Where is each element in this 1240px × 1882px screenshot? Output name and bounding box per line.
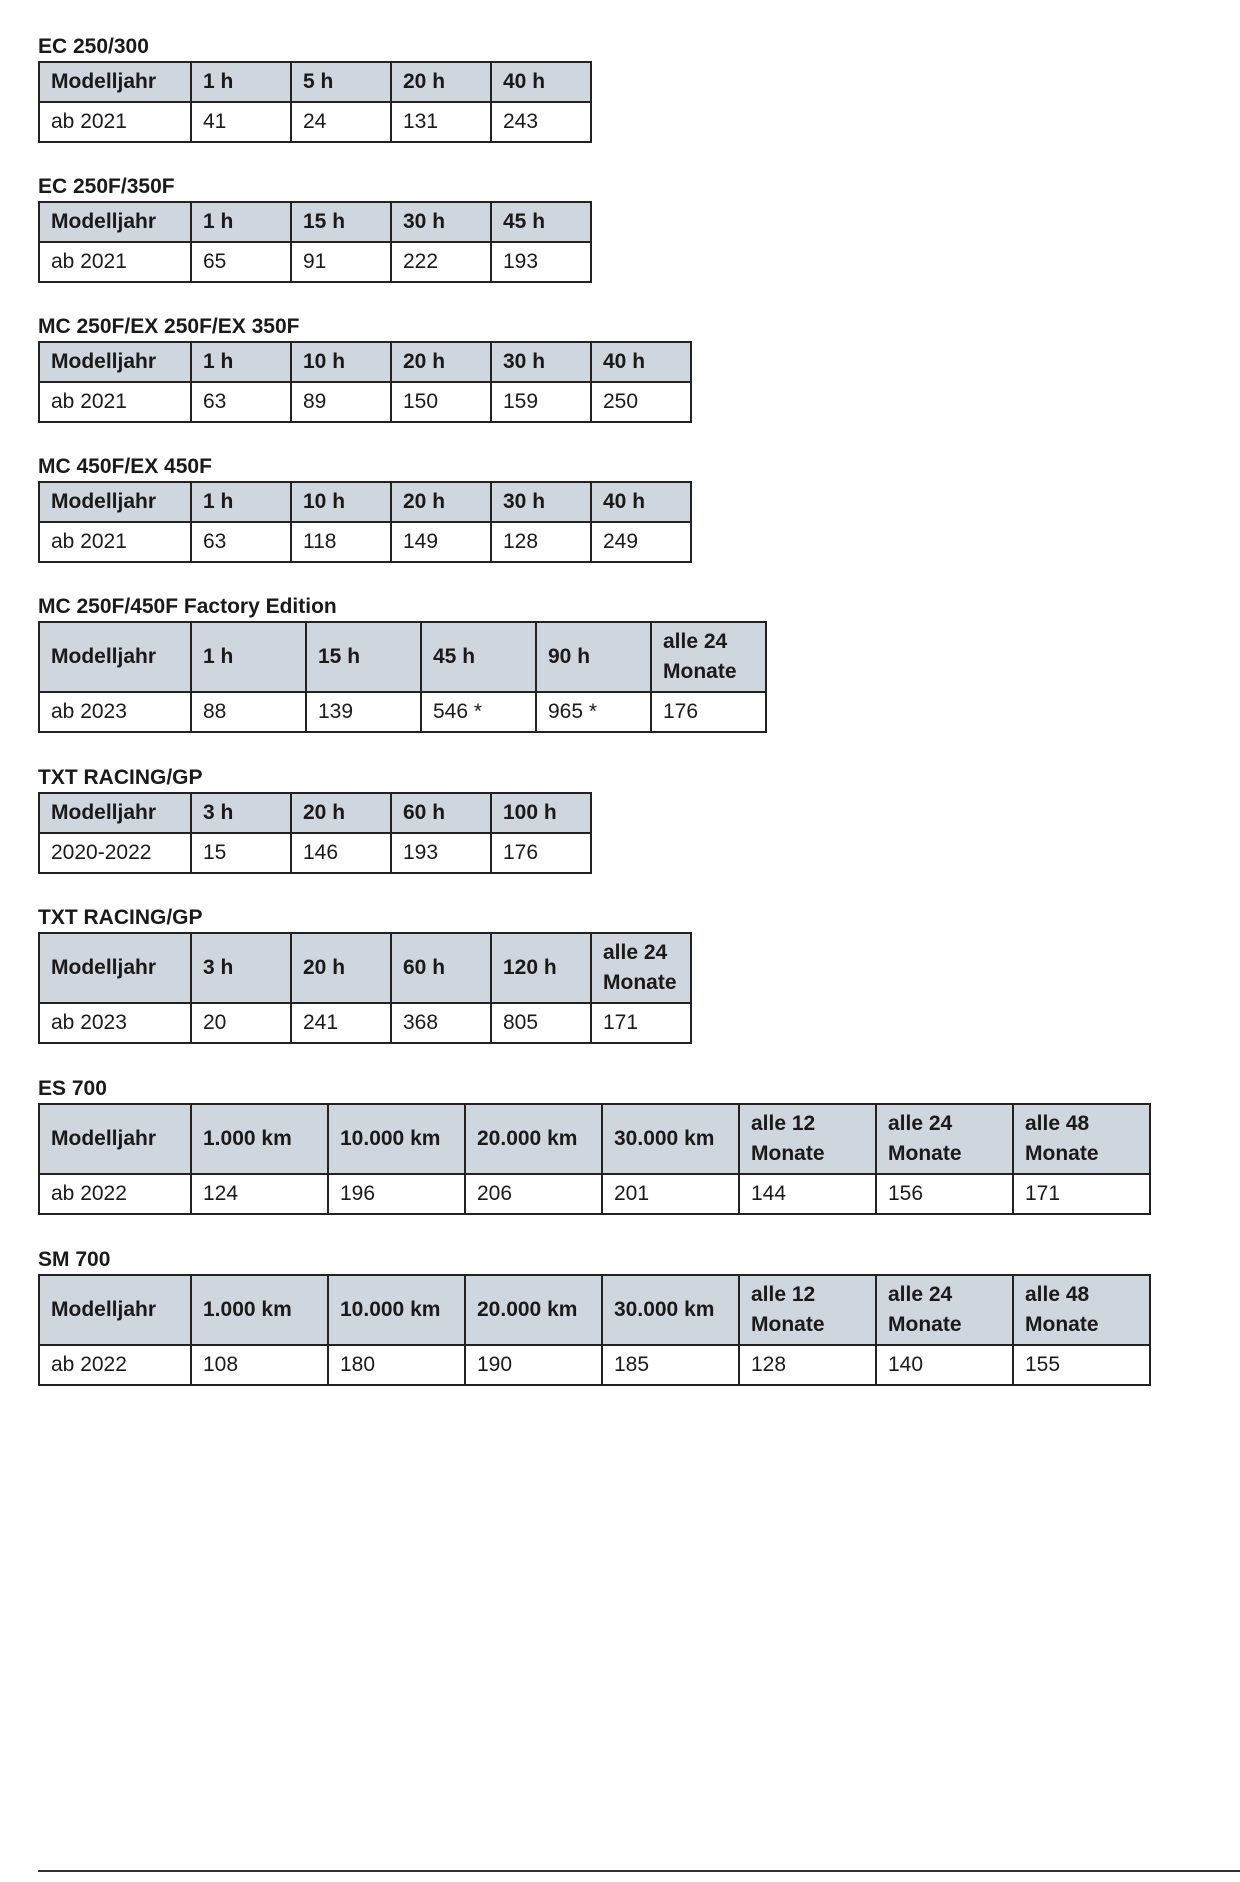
header-cell: 20.000 km	[465, 1275, 602, 1345]
header-cell: 3 h	[191, 933, 291, 1003]
table-cell: 124	[191, 1174, 328, 1214]
table-cell: 171	[1013, 1174, 1150, 1214]
table-cell: 193	[491, 242, 591, 282]
table-cell: ab 2021	[39, 382, 191, 422]
header-row	[39, 622, 766, 692]
header-cell: 30.000 km	[602, 1275, 739, 1345]
table-cell: 368	[391, 1003, 491, 1043]
header-cell: 1 h	[191, 482, 291, 522]
table-row	[39, 692, 766, 732]
table-cell: 201	[602, 1174, 739, 1214]
header-cell: 10.000 km	[328, 1275, 465, 1345]
header-cell: Modelljahr	[39, 933, 191, 1003]
table-cell: ab 2022	[39, 1345, 191, 1385]
table-cell: 41	[191, 102, 291, 142]
header-cell: alle 24 Monate	[876, 1104, 1013, 1174]
service-table	[38, 341, 692, 423]
header-cell: 90 h	[536, 622, 651, 692]
header-cell: Modelljahr	[39, 622, 191, 692]
header-cell: 20 h	[391, 342, 491, 382]
table-cell: 180	[328, 1345, 465, 1385]
header-row	[39, 342, 691, 382]
header-cell: Modelljahr	[39, 793, 191, 833]
table-cell: 805	[491, 1003, 591, 1043]
table-row	[39, 382, 691, 422]
service-table	[38, 621, 767, 733]
section-title: MC 250F/EX 250F/EX 350F	[38, 315, 300, 338]
section-title: MC 450F/EX 450F	[38, 455, 212, 478]
section-title: SM 700	[38, 1248, 111, 1271]
table-cell: 144	[739, 1174, 876, 1214]
table-cell: 546 *	[421, 692, 536, 732]
table-cell: 24	[291, 102, 391, 142]
table-cell: 149	[391, 522, 491, 562]
table-cell: 196	[328, 1174, 465, 1214]
header-row	[39, 933, 691, 1003]
table-cell: 128	[491, 522, 591, 562]
header-cell: 5 h	[291, 62, 391, 102]
section-mc-factory-edition	[38, 593, 767, 733]
header-cell: 1 h	[191, 342, 291, 382]
header-cell: 30 h	[391, 202, 491, 242]
header-cell: 30.000 km	[602, 1104, 739, 1174]
table-row	[39, 1345, 1150, 1385]
table-cell: 89	[291, 382, 391, 422]
table-cell: 20	[191, 1003, 291, 1043]
service-table	[38, 61, 592, 143]
service-table	[38, 481, 692, 563]
table-cell: 150	[391, 382, 491, 422]
section-title: MC 250F/450F Factory Edition	[38, 595, 337, 618]
table-row	[39, 1174, 1150, 1214]
header-cell: 60 h	[391, 793, 491, 833]
table-cell: 128	[739, 1345, 876, 1385]
table-cell: 65	[191, 242, 291, 282]
header-cell: 10 h	[291, 482, 391, 522]
header-cell: alle 48 Monate	[1013, 1275, 1150, 1345]
table-cell: ab 2023	[39, 692, 191, 732]
service-table	[38, 1274, 1151, 1386]
section-title: EC 250F/350F	[38, 175, 175, 198]
header-cell: alle 12 Monate	[739, 1104, 876, 1174]
footer-divider	[38, 1870, 1240, 1872]
service-table	[38, 792, 592, 874]
header-cell: 1 h	[191, 62, 291, 102]
table-cell: ab 2021	[39, 522, 191, 562]
header-cell: 30 h	[491, 342, 591, 382]
table-cell: 63	[191, 382, 291, 422]
header-cell: 15 h	[291, 202, 391, 242]
table-cell: 185	[602, 1345, 739, 1385]
table-cell: 140	[876, 1345, 1013, 1385]
header-cell: 3 h	[191, 793, 291, 833]
section-es-700	[38, 1075, 1151, 1215]
header-cell: 10.000 km	[328, 1104, 465, 1174]
header-row	[39, 1104, 1150, 1174]
table-cell: 88	[191, 692, 306, 732]
table-cell: 249	[591, 522, 691, 562]
header-cell: 1.000 km	[191, 1275, 328, 1345]
header-cell: 120 h	[491, 933, 591, 1003]
header-cell: 1.000 km	[191, 1104, 328, 1174]
table-row	[39, 833, 591, 873]
table-cell: 108	[191, 1345, 328, 1385]
table-cell: 15	[191, 833, 291, 873]
table-cell: ab 2023	[39, 1003, 191, 1043]
section-title: TXT RACING/GP	[38, 766, 203, 789]
section-sm-700	[38, 1246, 1151, 1386]
table-cell: ab 2021	[39, 102, 191, 142]
header-cell: 20 h	[391, 62, 491, 102]
section-ec-250f-350f	[38, 173, 592, 283]
table-cell: ab 2022	[39, 1174, 191, 1214]
table-cell: 243	[491, 102, 591, 142]
table-cell: 146	[291, 833, 391, 873]
service-table	[38, 932, 692, 1044]
table-cell: 241	[291, 1003, 391, 1043]
section-ec-250-300	[38, 33, 592, 143]
table-cell: 139	[306, 692, 421, 732]
header-cell: Modelljahr	[39, 342, 191, 382]
table-cell: 118	[291, 522, 391, 562]
header-cell: Modelljahr	[39, 482, 191, 522]
section-title: ES 700	[38, 1077, 107, 1100]
header-cell: 45 h	[491, 202, 591, 242]
header-cell: 15 h	[306, 622, 421, 692]
table-cell: 171	[591, 1003, 691, 1043]
table-cell: 222	[391, 242, 491, 282]
section-txt-racing-gp-2020	[38, 764, 592, 874]
table-cell: 965 *	[536, 692, 651, 732]
table-cell: 131	[391, 102, 491, 142]
table-cell: 206	[465, 1174, 602, 1214]
header-cell: 20 h	[291, 933, 391, 1003]
service-table	[38, 1103, 1151, 1215]
header-cell: 20 h	[391, 482, 491, 522]
table-cell: 159	[491, 382, 591, 422]
header-row	[39, 793, 591, 833]
table-cell: 176	[651, 692, 766, 732]
table-row	[39, 102, 591, 142]
header-cell: Modelljahr	[39, 202, 191, 242]
table-cell: 193	[391, 833, 491, 873]
table-row	[39, 1003, 691, 1043]
table-cell: 190	[465, 1345, 602, 1385]
table-cell: 155	[1013, 1345, 1150, 1385]
header-row	[39, 1275, 1150, 1345]
header-cell: Modelljahr	[39, 62, 191, 102]
header-cell: 40 h	[591, 482, 691, 522]
header-cell: 45 h	[421, 622, 536, 692]
header-cell: Modelljahr	[39, 1104, 191, 1174]
header-cell: alle 48 Monate	[1013, 1104, 1150, 1174]
header-cell: 60 h	[391, 933, 491, 1003]
header-cell: Modelljahr	[39, 1275, 191, 1345]
table-cell: 2020-2022	[39, 833, 191, 873]
section-mc-450f-ex-450f	[38, 453, 692, 563]
header-cell: 1 h	[191, 622, 306, 692]
header-row	[39, 482, 691, 522]
header-cell: alle 24 Monate	[876, 1275, 1013, 1345]
table-cell: 250	[591, 382, 691, 422]
header-cell: alle 12 Monate	[739, 1275, 876, 1345]
header-cell: 40 h	[491, 62, 591, 102]
header-cell: 10 h	[291, 342, 391, 382]
header-cell: 20 h	[291, 793, 391, 833]
table-row	[39, 242, 591, 282]
table-cell: 91	[291, 242, 391, 282]
section-mc-250f-ex-250f-ex-350f	[38, 313, 692, 423]
header-cell: alle 24 Monate	[591, 933, 691, 1003]
table-cell: 176	[491, 833, 591, 873]
service-table	[38, 201, 592, 283]
section-title: EC 250/300	[38, 35, 149, 58]
header-cell: 1 h	[191, 202, 291, 242]
header-row	[39, 62, 591, 102]
table-row	[39, 522, 691, 562]
header-cell: 20.000 km	[465, 1104, 602, 1174]
header-row	[39, 202, 591, 242]
header-cell: alle 24 Monate	[651, 622, 766, 692]
table-cell: 63	[191, 522, 291, 562]
header-cell: 40 h	[591, 342, 691, 382]
table-cell: 156	[876, 1174, 1013, 1214]
header-cell: 30 h	[491, 482, 591, 522]
section-txt-racing-gp-2023	[38, 904, 692, 1044]
section-title: TXT RACING/GP	[38, 906, 203, 929]
header-cell: 100 h	[491, 793, 591, 833]
table-cell: ab 2021	[39, 242, 191, 282]
